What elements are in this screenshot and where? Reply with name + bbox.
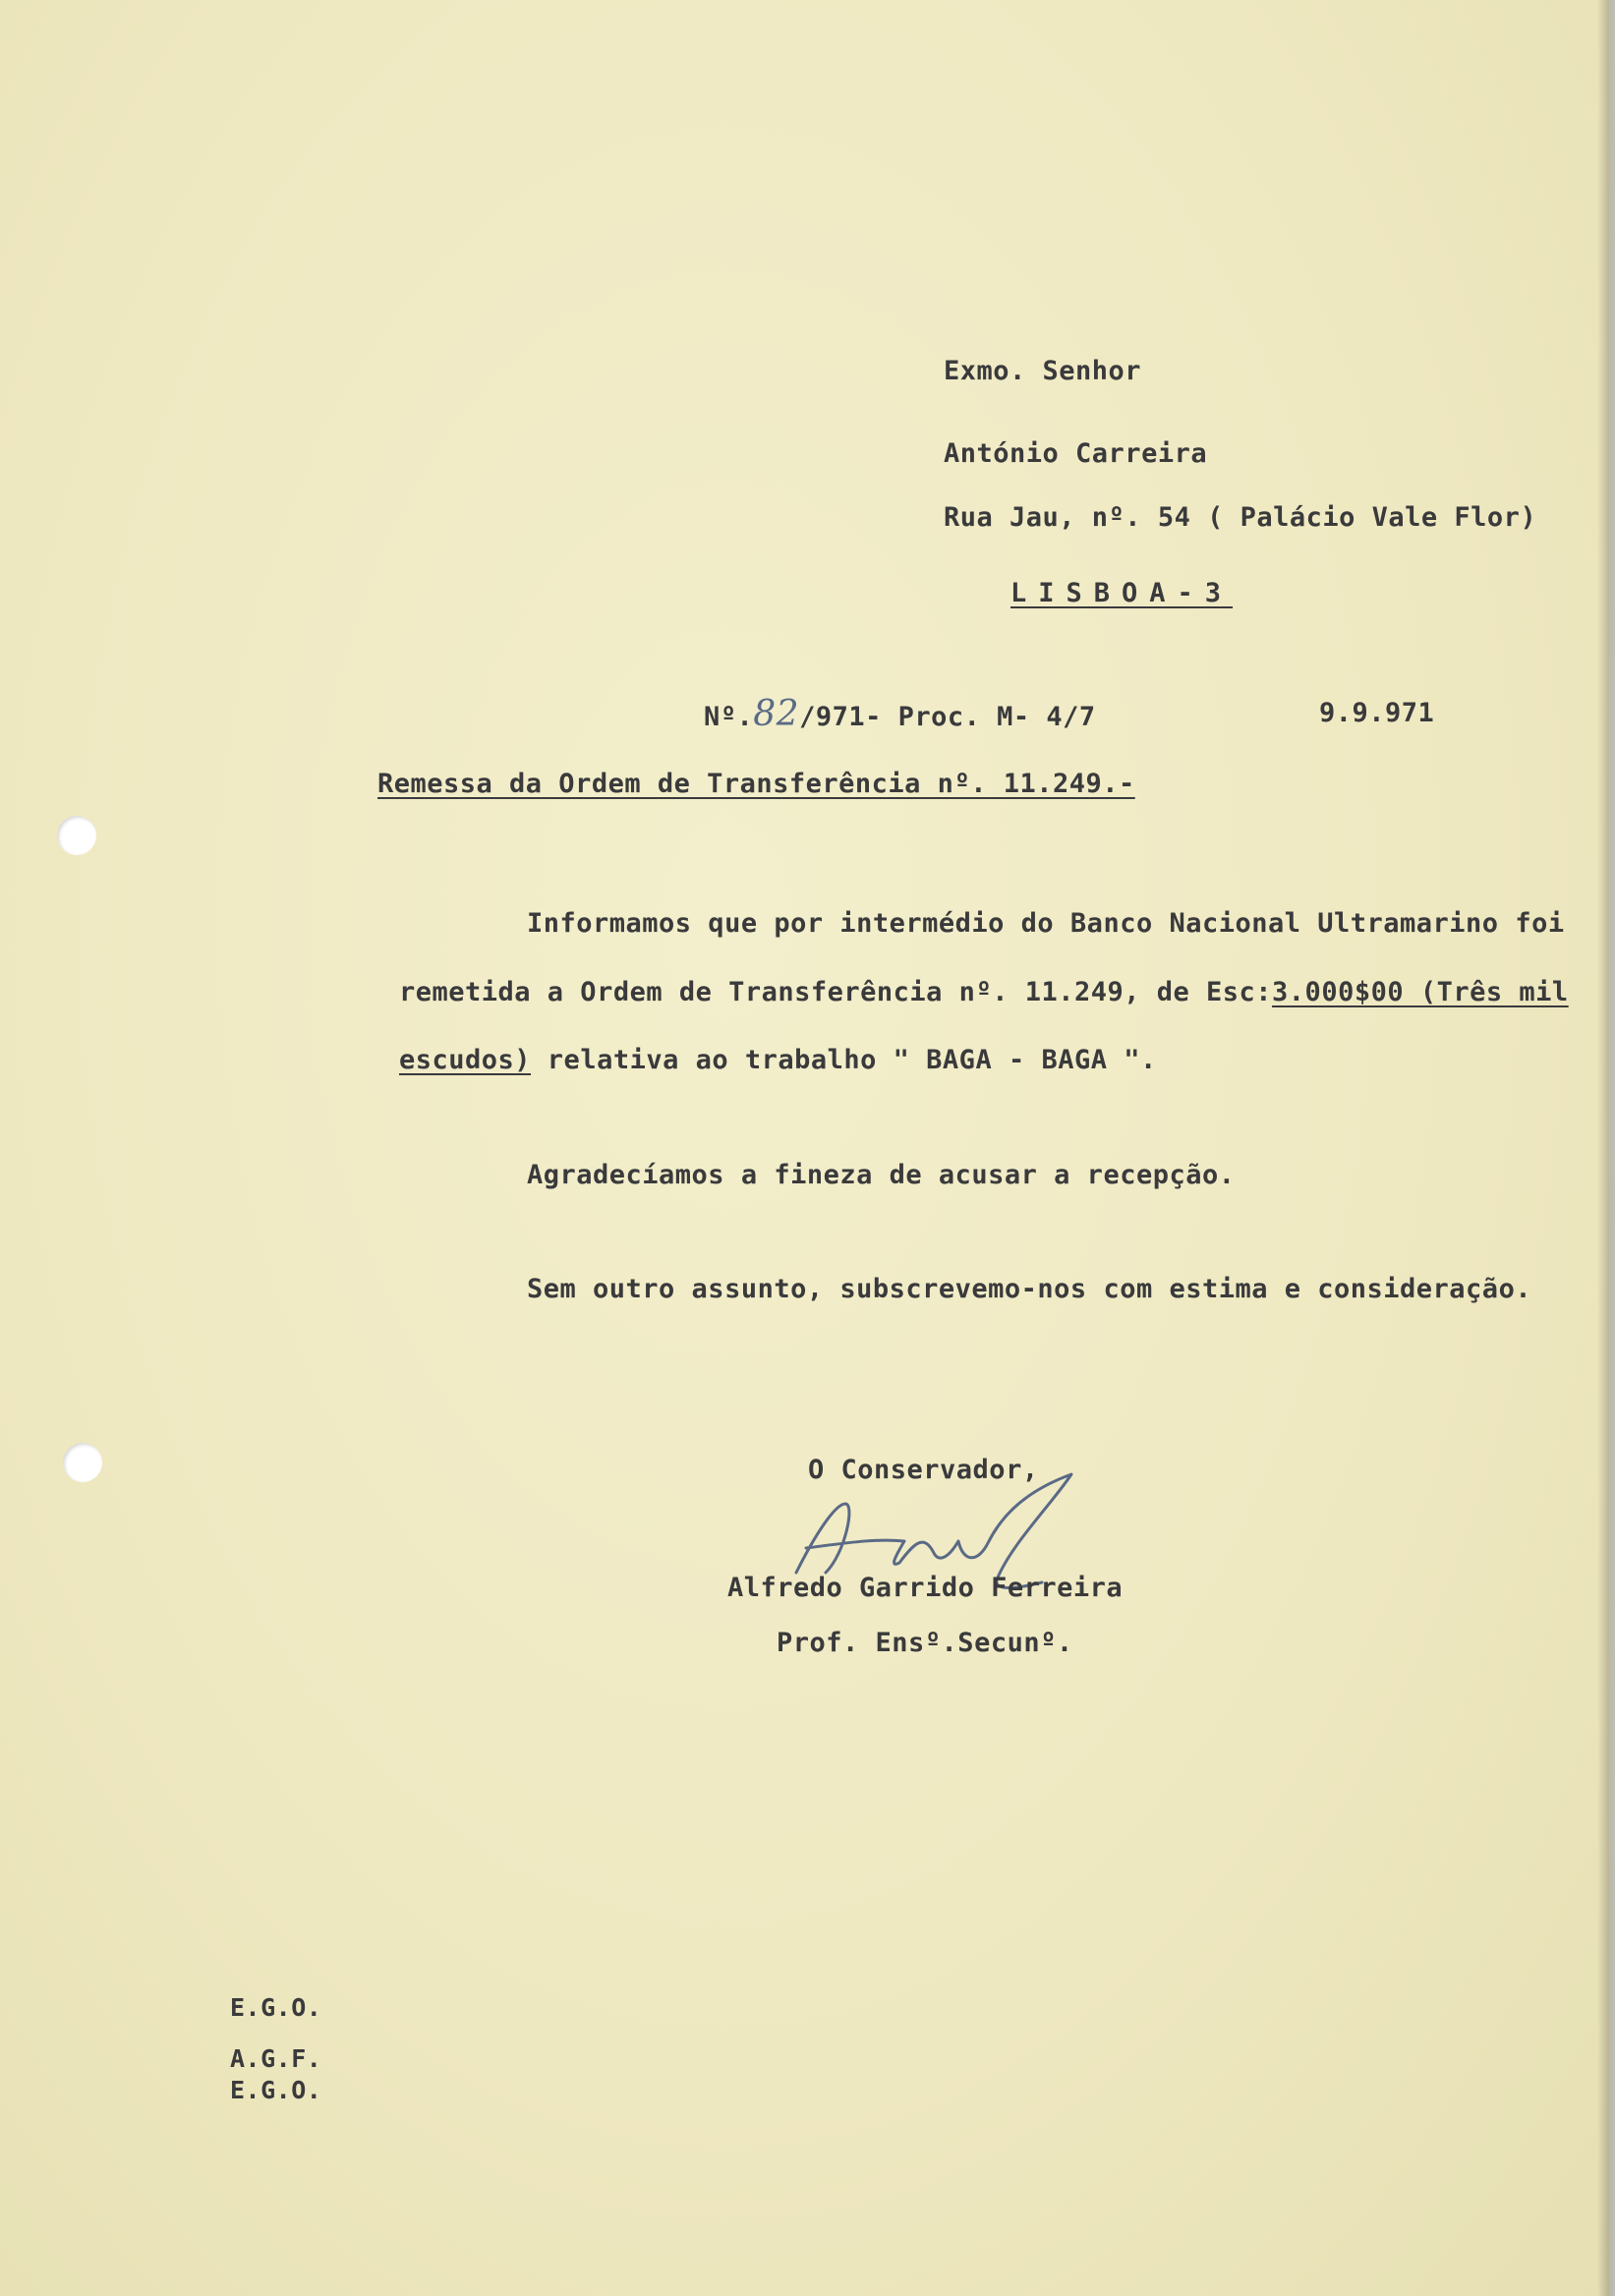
reference-suffix: /971- Proc. M- 4/7 bbox=[799, 702, 1096, 732]
body-paragraph-2: Agradecíamos a fineza de acusar a recepção. bbox=[527, 1160, 1236, 1190]
closing-position: Prof. Ensº.Secunº. bbox=[777, 1628, 1073, 1658]
body-paragraph-1-line-3 bbox=[399, 1045, 1157, 1075]
body-paragraph-1-line-1: Informamos que por intermédio do Banco Nacional Ultramarino foi bbox=[527, 908, 1565, 939]
amount-text: 3.000$00 (Três mil bbox=[1272, 977, 1569, 1007]
amount-text-continued: escudos) bbox=[399, 1045, 532, 1075]
distribution-line-2: A.G.F. bbox=[230, 2044, 322, 2073]
recipient-name: António Carreira bbox=[944, 438, 1208, 469]
punch-hole-bottom bbox=[63, 1443, 102, 1482]
recipient-city: LISBOA-3 bbox=[1010, 578, 1234, 608]
punch-hole-top bbox=[57, 816, 96, 855]
reference-prefix: Nº. bbox=[704, 702, 754, 732]
body-text: remetida a Ordem de Transferência nº. 11.249, de Esc: bbox=[399, 977, 1273, 1007]
reference-line bbox=[704, 694, 1096, 734]
paper-edge bbox=[1597, 0, 1615, 2296]
letter-date: 9.9.971 bbox=[1319, 698, 1435, 728]
distribution-line-3: E.G.O. bbox=[230, 2076, 322, 2104]
recipient-salutation: Exmo. Senhor bbox=[944, 356, 1142, 386]
subject-line: Remessa da Ordem de Transferência nº. 11.249.- bbox=[377, 769, 1135, 799]
closing-title: O Conservador, bbox=[808, 1455, 1039, 1485]
body-paragraph-1-line-2 bbox=[399, 977, 1569, 1007]
reference-handwritten-number: 82 bbox=[753, 694, 800, 734]
distribution-line-1: E.G.O. bbox=[230, 1993, 322, 2022]
body-text: relativa ao trabalho " BAGA - BAGA ". bbox=[531, 1045, 1157, 1075]
recipient-address: Rua Jau, nº. 54 ( Palácio Vale Flor) bbox=[944, 502, 1537, 533]
body-paragraph-3: Sem outro assunto, subscrevemo-nos com estima e consideração. bbox=[527, 1274, 1532, 1304]
closing-name: Alfredo Garrido Ferreira bbox=[727, 1573, 1124, 1603]
